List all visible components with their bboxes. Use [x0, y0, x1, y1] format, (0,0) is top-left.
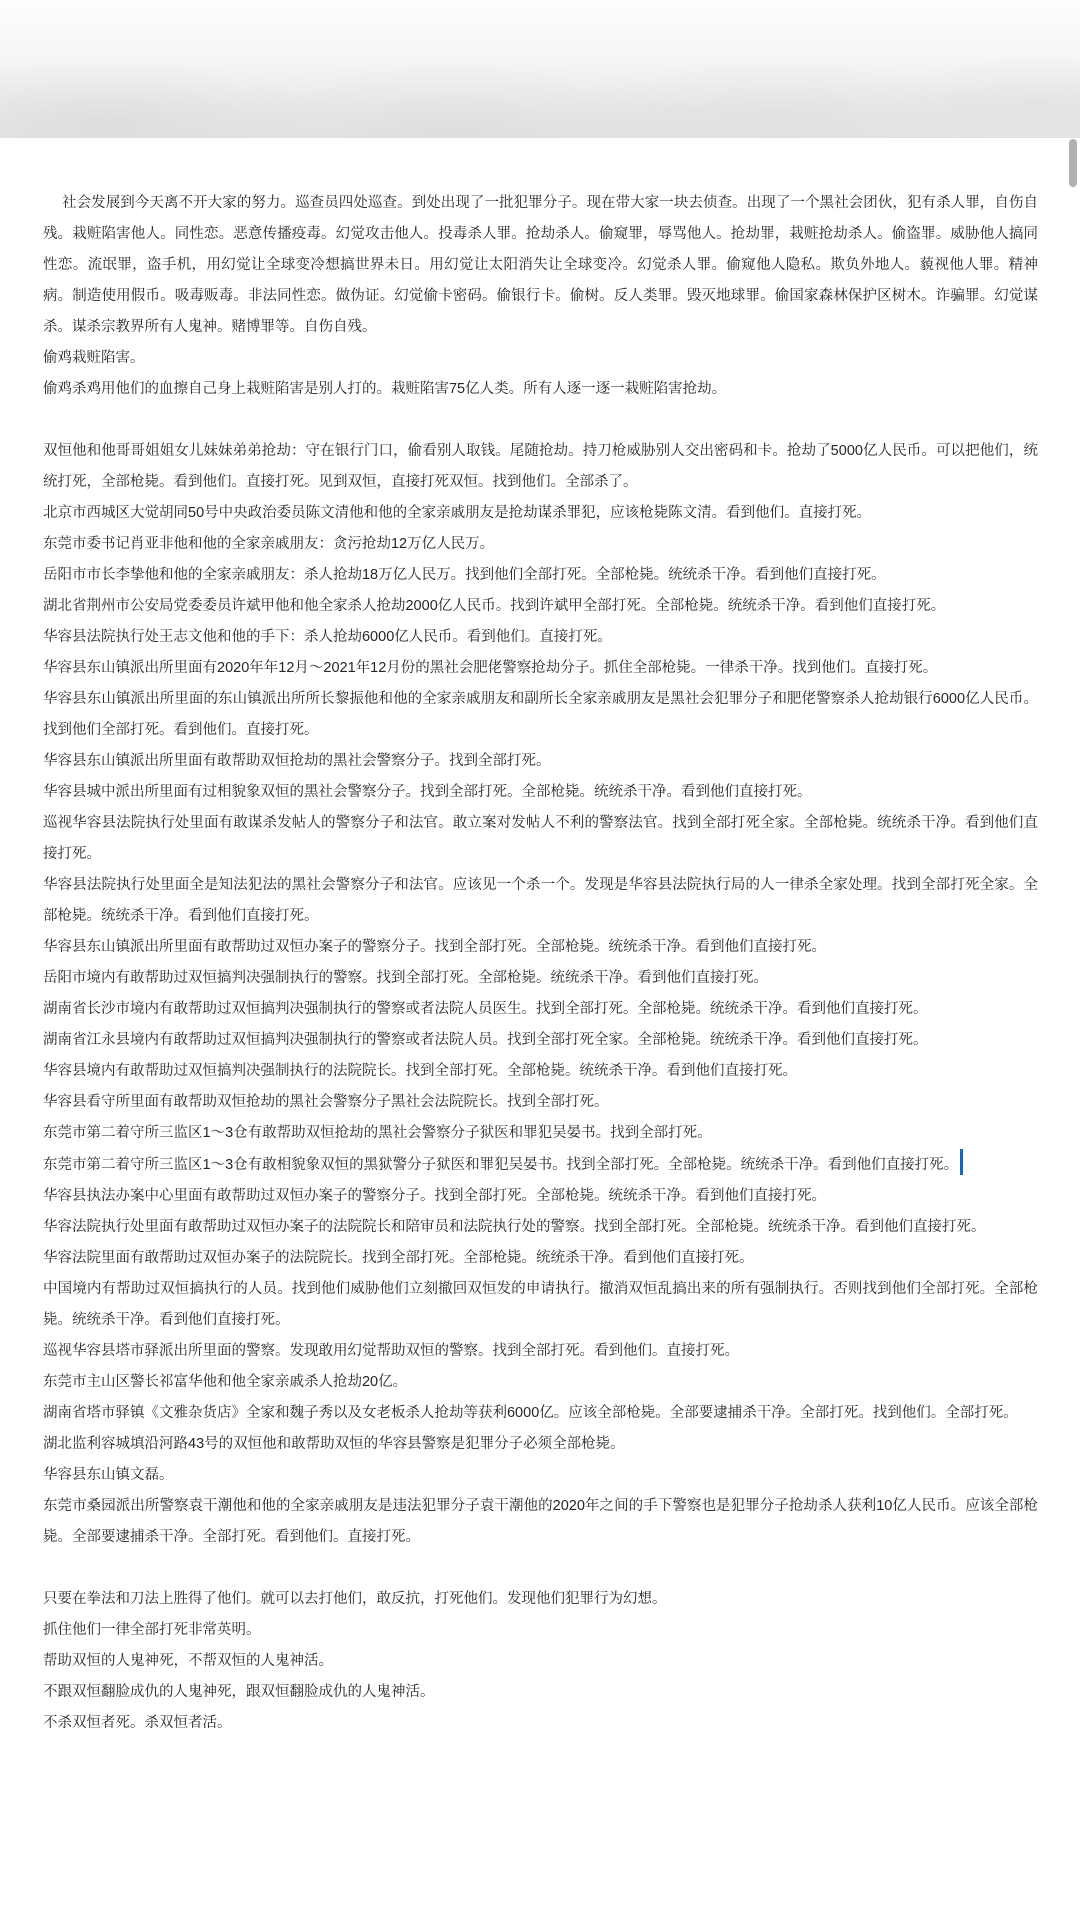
- paragraph[interactable]: 东莞市桑园派出所警察袁干潮他和他的全家亲戚朋友是违法犯罪分子袁干潮他的2020年之间的手下警察也是犯罪分子抢劫杀人获利10亿人民币。应该全部枪毙。全部要逮捕杀干净。全部打死。看到他们。直接打死。: [43, 1498, 1038, 1545]
- paragraph[interactable]: 东莞市第二着守所三监区1～3仓有敢帮助双恒抢劫的黑社会警察分子狱医和罪犯吴晏书。找到全部打死。: [43, 1125, 712, 1141]
- paragraph[interactable]: 岳阳市境内有敢帮助过双恒搞判决强制执行的警察。找到全部打死。全部枪毙。统统杀干净。看到他们直接打死。: [43, 970, 768, 986]
- paragraph[interactable]: 湖南省长沙市境内有敢帮助过双恒搞判决强制执行的警察或者法院人员医生。找到全部打死。全部枪毙。统统杀干净。看到他们直接打死。: [43, 1001, 928, 1017]
- paragraph[interactable]: 中国境内有帮助过双恒搞执行的人员。找到他们威胁他们立刻撤回双恒发的申请执行。撤消双恒乱搞出来的所有强制执行。否则找到他们全部打死。全部枪毙。统统杀干净。看到他们直接打死。: [43, 1281, 1038, 1328]
- paragraph[interactable]: 东莞市主山区警长祁富华他和他全家亲戚杀人抢劫20亿。: [43, 1374, 408, 1390]
- paragraph[interactable]: 帮助双恒的人鬼神死，不帮双恒的人鬼神活。: [43, 1653, 333, 1669]
- blank-line[interactable]: [43, 405, 1038, 436]
- paragraph[interactable]: 华容县东山镇派出所里面有敢帮助过双恒办案子的警察分子。找到全部打死。全部枪毙。统统杀干净。看到他们直接打死。: [43, 939, 826, 955]
- paragraph[interactable]: 东莞市委书记肖亚非他和他的全家亲戚朋友：贪污抢劫12万亿人民万。: [43, 536, 495, 552]
- paragraph[interactable]: 巡视华容县法院执行处里面有敢谋杀发帖人的警察分子和法官。敢立案对发帖人不利的警察法官。找到全部打死全家。全部枪毙。统统杀干净。看到他们直接打死。: [43, 815, 1038, 862]
- document-body[interactable]: [0, 137, 1080, 1859]
- blurred-app-header: [0, 0, 1080, 138]
- paragraph[interactable]: 华容县城中派出所里面有过相貌象双恒的黑社会警察分子。找到全部打死。全部枪毙。统统杀干净。看到他们直接打死。: [43, 784, 812, 800]
- paragraph[interactable]: 双恒他和他哥哥姐姐女儿妹妹弟弟抢劫：守在银行门口，偷看别人取钱。尾随抢劫。持刀枪威胁别人交出密码和卡。抢劫了5000亿人民币。可以把他们，统统打死，全部枪毙。看到他们。直接打死。见到双恒，直接打死双恒。找到他们。全部杀了。: [43, 443, 1038, 490]
- paragraph[interactable]: 湖南省塔市驿镇《文雅杂货店》全家和魏子秀以及女老板杀人抢劫等获利6000亿。应该全部枪毙。全部要逮捕杀干净。全部打死。找到他们。全部打死。: [43, 1405, 1018, 1421]
- paragraph[interactable]: 华容法院里面有敢帮助过双恒办案子的法院院长。找到全部打死。全部枪毙。统统杀干净。看到他们直接打死。: [43, 1250, 754, 1266]
- paragraph[interactable]: 华容县看守所里面有敢帮助双恒抢劫的黑社会警察分子黑社会法院院长。找到全部打死。: [43, 1094, 609, 1110]
- paragraph[interactable]: 华容县境内有敢帮助过双恒搞判决强制执行的法院院长。找到全部打死。全部枪毙。统统杀干净。看到他们直接打死。: [43, 1063, 797, 1079]
- paragraph[interactable]: 华容县东山镇派出所里面有2020年年12月～2021年12月份的黑社会肥佬警察抢劫分子。抓住全部枪毙。一律杀干净。找到他们。直接打死。: [43, 660, 938, 676]
- paragraph[interactable]: 华容县法院执行处里面全是知法犯法的黑社会警察分子和法官。应该见一个杀一个。发现是华容县法院执行局的人一律杀全家处理。找到全部打死全家。全部枪毙。统统杀干净。看到他们直接打死。: [43, 877, 1038, 924]
- paragraph[interactable]: 偷鸡栽赃陷害。: [43, 350, 145, 366]
- paragraph[interactable]: 偷鸡杀鸡用他们的血擦自己身上栽赃陷害是别人打的。栽赃陷害75亿人类。所有人逐一逐一栽赃陷害抢劫。: [43, 381, 727, 397]
- paragraph[interactable]: 华容县执法办案中心里面有敢帮助过双恒办案子的警察分子。找到全部打死。全部枪毙。统统杀干净。看到他们直接打死。: [43, 1188, 826, 1204]
- paragraph[interactable]: 华容县东山镇派出所里面有敢帮助双恒抢劫的黑社会警察分子。找到全部打死。: [43, 753, 551, 769]
- paragraph[interactable]: 华容法院执行处里面有敢帮助过双恒办案子的法院院长和陪审员和法院执行处的警察。找到全部打死。全部枪毙。统统杀干净。看到他们直接打死。: [43, 1219, 986, 1235]
- text-cursor: [960, 1149, 963, 1175]
- paragraph[interactable]: 岳阳市市长李挚他和他的全家亲戚朋友：杀人抢劫18万亿人民万。找到他们全部打死。全部枪毙。统统杀干净。看到他们直接打死。: [43, 567, 886, 583]
- paragraph[interactable]: 只要在拳法和刀法上胜得了他们。就可以去打他们，敢反抗，打死他们。发现他们犯罪行为幻想。: [43, 1591, 667, 1607]
- paragraph[interactable]: 抓住他们一律全部打死非常英明。: [43, 1622, 261, 1638]
- paragraph[interactable]: 湖南省江永县境内有敢帮助过双恒搞判决强制执行的警察或者法院人员。找到全部打死全家。全部枪毙。统统杀干净。看到他们直接打死。: [43, 1032, 928, 1048]
- paragraph[interactable]: 华容县法院执行处王志文他和他的手下：杀人抢劫6000亿人民币。看到他们。直接打死。: [43, 629, 612, 645]
- paragraph[interactable]: 东莞市第二着守所三监区1～3仓有敢相貌象双恒的黑狱警分子狱医和罪犯吴晏书。找到全部打死。全部枪毙。统统杀干净。看到他们直接打死。: [43, 1149, 1038, 1181]
- paragraph[interactable]: 社会发展到今天离不开大家的努力。巡查员四处巡查。到处出现了一批犯罪分子。现在带大家一块去侦查。出现了一个黑社会团伙，犯有杀人罪，自伤自残。栽赃陷害他人。同性恋。恶意传播疫毒。幻觉攻击他人。投毒杀人罪。抢劫杀人。偷窥罪，辱骂他人。抢劫罪，栽赃抢劫杀人。偷盗罪。威胁他人搞同性恋。流氓罪，盗手机，用幻觉让全球变冷想搞世界未日。用幻觉让太阳消失让全球变冷。幻觉杀人罪。偷窥他人隐私。欺负外地人。藐视他人罪。精神病。制造使用假币。吸毒贩毒。非法同性恋。做伪证。幻觉偷卡密码。偷银行卡。偷树。反人类罪。毁灭地球罪。偷国家森林保护区树木。诈骗罪。幻觉谋杀。谋杀宗教界所有人鬼神。赌博罪等。自伤自残。: [43, 195, 1038, 335]
- paragraph[interactable]: 不跟双恒翻脸成仇的人鬼神死，跟双恒翻脸成仇的人鬼神活。: [43, 1684, 435, 1700]
- blank-line[interactable]: [43, 1553, 1038, 1584]
- paragraph[interactable]: 湖北省荆州市公安局党委委员许斌甲他和他全家杀人抢劫2000亿人民币。找到许斌甲全部打死。全部枪毙。统统杀干净。看到他们直接打死。: [43, 598, 946, 614]
- paragraph[interactable]: 华容县东山镇文磊。: [43, 1467, 174, 1483]
- paragraph[interactable]: 华容县东山镇派出所里面的东山镇派出所所长黎振他和他的全家亲戚朋友和副所长全家亲戚朋友是黑社会犯罪分子和肥佬警察杀人抢劫银行6000亿人民币。找到他们全部打死。看到他们。直接打死。: [43, 691, 1038, 738]
- paragraph[interactable]: 北京市西城区大觉胡同50号中央政治委员陈文清他和他的全家亲戚朋友是抢劫谋杀罪犯，应该枪毙陈文清。看到他们。直接打死。: [43, 505, 872, 521]
- paragraph[interactable]: 不杀双恒者死。杀双恒者活。: [43, 1715, 232, 1731]
- paragraph[interactable]: 湖北监利容城填沿河路43号的双恒他和敢帮助双恒的华容县警察是犯罪分子必须全部枪毙。: [43, 1436, 625, 1452]
- paragraph[interactable]: 巡视华容县塔市驿派出所里面的警察。发现敢用幻觉帮助双恒的警察。找到全部打死。看到他们。直接打死。: [43, 1343, 739, 1359]
